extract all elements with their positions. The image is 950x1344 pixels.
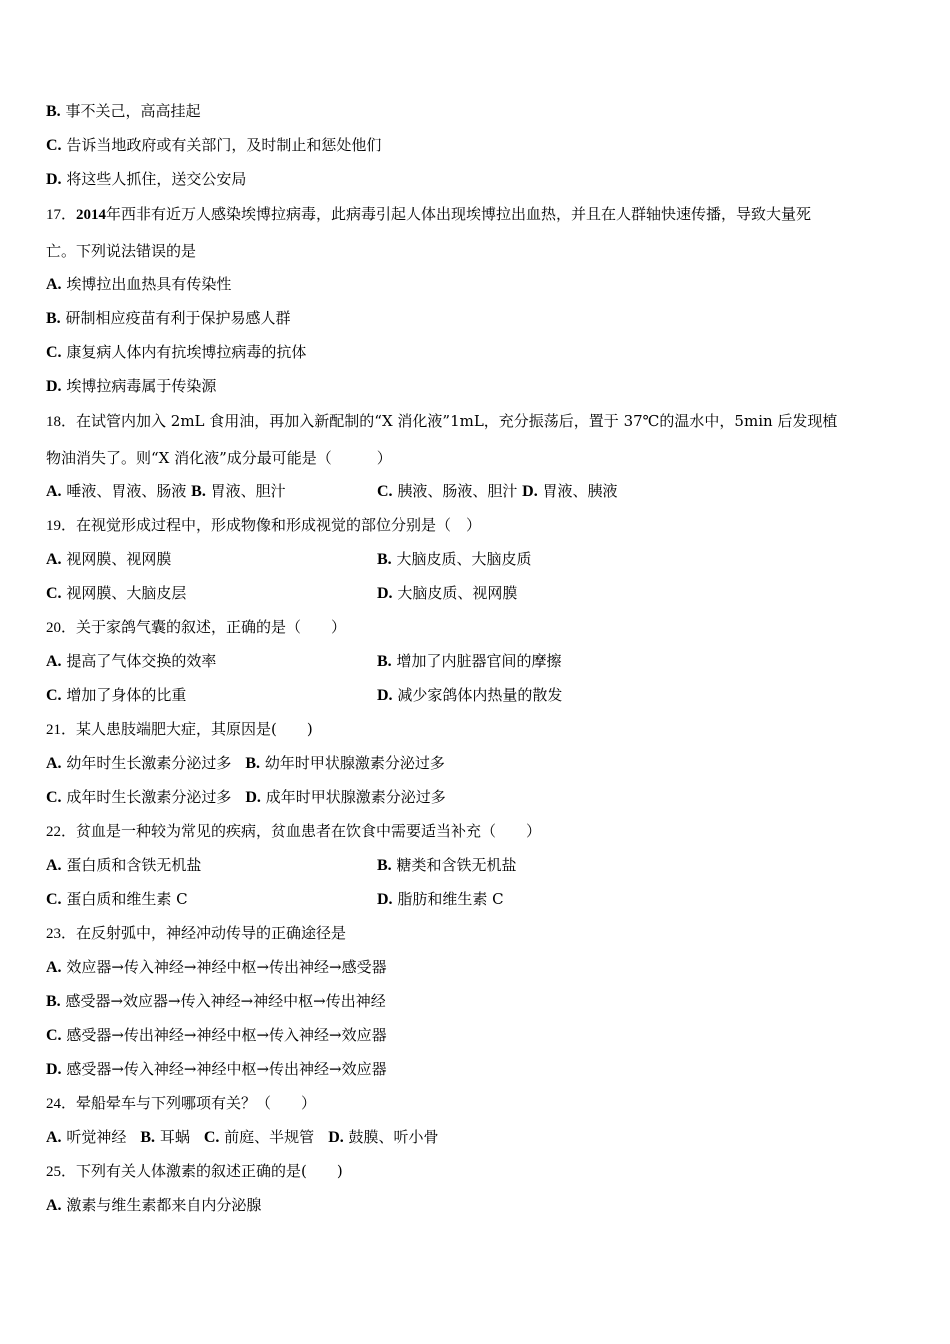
option-text: 提高了气体交换的效率: [66, 652, 217, 670]
option-text: 鼓膜、听小骨: [348, 1128, 439, 1146]
q16-option-c: [46, 135, 381, 155]
question-stem-line1: 在试管内加入 2mL 食用油，再加入新配制的“X 消化液”1mL，充分振荡后，置于 37℃的温水中，5min 后发现植: [76, 412, 838, 430]
question-number: 17．: [46, 207, 77, 223]
question-stem: 某人患肢端肥大症，其原因是( ): [76, 720, 313, 738]
option-text: 减少家鸽体内热量的散发: [397, 686, 563, 704]
question-stem-line2: 亡。下列说法错误的是: [46, 242, 197, 260]
option-text: 感受器→传入神经→神经中枢→传出神经→效应器: [66, 1060, 387, 1078]
option-letter: C.: [46, 1027, 62, 1044]
q25-option-a: [46, 1195, 261, 1215]
option-letter: A.: [46, 276, 62, 293]
option-letter: B.: [46, 993, 61, 1010]
option-letter: B.: [140, 1129, 156, 1146]
question-stem: 晕船晕车与下列哪项有关？（ ）: [76, 1094, 317, 1112]
option-letter: A.: [46, 483, 62, 500]
option-letter: A.: [46, 551, 62, 568]
option-text: 将这些人抓住，送交公安局: [66, 170, 247, 188]
option-letter: C.: [46, 789, 62, 806]
option-letter: C.: [46, 344, 62, 361]
option-text: 胰液、肠液、胆汁: [397, 482, 518, 500]
option-letter: B.: [245, 755, 261, 772]
q17-stem: [46, 204, 811, 224]
question-number: 19．: [46, 518, 77, 534]
q16-option-d: [46, 169, 246, 189]
q24-options: [46, 1127, 439, 1147]
option-text: 幼年时甲状腺激素分泌过多: [264, 754, 445, 772]
q19-option-a: [46, 549, 171, 569]
option-text: 视网膜、视网膜: [66, 550, 172, 568]
option-letter: D.: [377, 585, 393, 602]
question-stem-line2: 物油消失了。则“X 消化液”成分最可能是（ ）: [46, 449, 392, 467]
option-letter: C.: [203, 1129, 220, 1146]
q18-stem: [46, 411, 837, 431]
q17-option-d: [46, 376, 216, 396]
q22-option-d: [377, 889, 504, 909]
q21-options-ab: [46, 753, 445, 773]
q23-option-c: [46, 1025, 387, 1045]
q24-stem: [46, 1093, 316, 1113]
option-letter: B.: [377, 551, 392, 568]
q17-stem-cont: [46, 241, 196, 261]
option-text: 研制相应疫苗有利于保护易感人群: [65, 309, 291, 327]
option-text: 增加了内脏器官间的摩擦: [396, 652, 562, 670]
q19-option-c: [46, 583, 186, 603]
option-text: 唾液、胃液、肠液: [66, 482, 187, 500]
option-text: 听觉神经: [66, 1128, 127, 1146]
q21-stem: [46, 719, 313, 739]
question-stem: 在反射弧中，神经冲动传导的正确途径是: [76, 924, 347, 942]
question-number: 20．: [46, 620, 77, 636]
option-letter: D.: [377, 891, 393, 908]
option-text: 前庭、半规管: [224, 1128, 315, 1146]
question-stem: 关于家鸽气囊的叙述，正确的是（ ）: [76, 618, 347, 636]
q16-option-b: [46, 101, 200, 121]
option-letter: B.: [377, 653, 392, 670]
option-letter: B.: [191, 483, 206, 500]
option-letter: C.: [46, 891, 62, 908]
q22-stem: [46, 821, 541, 841]
q20-option-b: [377, 651, 561, 671]
option-text: 大脑皮质、视网膜: [397, 584, 518, 602]
q23-stem: [46, 923, 346, 943]
option-text: 埃博拉出血热具有传染性: [66, 275, 232, 293]
option-letter: D.: [522, 483, 538, 500]
option-letter: D.: [328, 1129, 344, 1146]
q23-option-d: [46, 1059, 387, 1079]
option-letter: A.: [46, 653, 62, 670]
option-letter: A.: [46, 959, 62, 976]
question-number: 22．: [46, 824, 77, 840]
option-letter: D.: [46, 1061, 62, 1078]
option-text: 感受器→效应器→传入神经→神经中枢→传出神经: [65, 992, 386, 1010]
option-text: 埃博拉病毒属于传染源: [66, 377, 217, 395]
question-stem-line1: 年西非有近万人感染埃博拉病毒，此病毒引起人体出现埃博拉出血热，并且在人群轴快速传播，导致大量死: [106, 205, 812, 223]
option-text: 胃液、胰液: [542, 482, 618, 500]
q18-option-c: [377, 481, 618, 501]
option-text: 增加了身体的比重: [66, 686, 187, 704]
option-text: 胃液、胆汁: [210, 482, 286, 500]
option-text: 效应器→传入神经→神经中枢→传出神经→感受器: [66, 958, 387, 976]
q23-option-a: [46, 957, 387, 977]
question-number: 23．: [46, 926, 77, 942]
option-text: 成年时生长激素分泌过多: [66, 788, 232, 806]
option-letter: B.: [377, 857, 392, 874]
option-text: 成年时甲状腺激素分泌过多: [265, 788, 446, 806]
option-text: 视网膜、大脑皮层: [66, 584, 187, 602]
question-number: 21．: [46, 722, 77, 738]
option-text: 告诉当地政府或有关部门，及时制止和惩处他们: [66, 136, 382, 154]
q21-options-cd: [46, 787, 446, 807]
q23-option-b: [46, 991, 386, 1011]
q17-option-c: [46, 342, 306, 362]
q18-stem-cont: [46, 448, 392, 468]
option-letter: C.: [46, 585, 62, 602]
option-text: 糖类和含铁无机盐: [396, 856, 517, 874]
q22-option-a: [46, 855, 201, 875]
option-letter: B.: [46, 103, 61, 120]
q17-option-a: [46, 274, 231, 294]
question-stem: 在视觉形成过程中，形成物像和形成视觉的部位分别是（ ）: [76, 516, 482, 534]
q18-option-a: [46, 481, 286, 501]
option-text: 事不关己，高高挂起: [65, 102, 201, 120]
q22-option-b: [377, 855, 516, 875]
option-letter: C.: [46, 137, 62, 154]
option-text: 激素与维生素都来自内分泌腺: [66, 1196, 262, 1214]
option-letter: C.: [377, 483, 393, 500]
question-year: 2014: [76, 207, 107, 223]
q19-stem: [46, 515, 481, 535]
option-letter: C.: [46, 687, 62, 704]
option-letter: A.: [46, 1129, 62, 1146]
question-stem: 下列有关人体激素的叙述正确的是( ): [76, 1162, 343, 1180]
option-letter: D.: [377, 687, 393, 704]
question-number: 18．: [46, 414, 77, 430]
option-text: 幼年时生长激素分泌过多: [66, 754, 232, 772]
option-text: 康复病人体内有抗埃博拉病毒的抗体: [66, 343, 307, 361]
option-text: 蛋白质和含铁无机盐: [66, 856, 202, 874]
q22-option-c: [46, 889, 188, 909]
q20-option-d: [377, 685, 562, 705]
q17-option-b: [46, 308, 290, 328]
option-letter: D.: [46, 171, 62, 188]
option-letter: D.: [245, 789, 261, 806]
option-text: 大脑皮质、大脑皮质: [396, 550, 532, 568]
option-letter: A.: [46, 857, 62, 874]
question-number: 25．: [46, 1164, 77, 1180]
option-text: 感受器→传出神经→神经中枢→传入神经→效应器: [66, 1026, 387, 1044]
question-number: 24．: [46, 1096, 77, 1112]
option-letter: A.: [46, 755, 62, 772]
q19-option-d: [377, 583, 517, 603]
option-text: 蛋白质和维生素 C: [66, 890, 188, 908]
option-text: 脂肪和维生素 C: [397, 890, 504, 908]
q19-option-b: [377, 549, 531, 569]
question-stem: 贫血是一种较为常见的疾病，贫血患者在饮食中需要适当补充（ ）: [76, 822, 542, 840]
option-text: 耳蜗: [159, 1128, 190, 1146]
option-letter: A.: [46, 1197, 62, 1214]
option-letter: B.: [46, 310, 61, 327]
q25-stem: [46, 1161, 343, 1181]
q20-option-a: [46, 651, 216, 671]
q20-stem: [46, 617, 346, 637]
option-letter: D.: [46, 378, 62, 395]
q20-option-c: [46, 685, 186, 705]
